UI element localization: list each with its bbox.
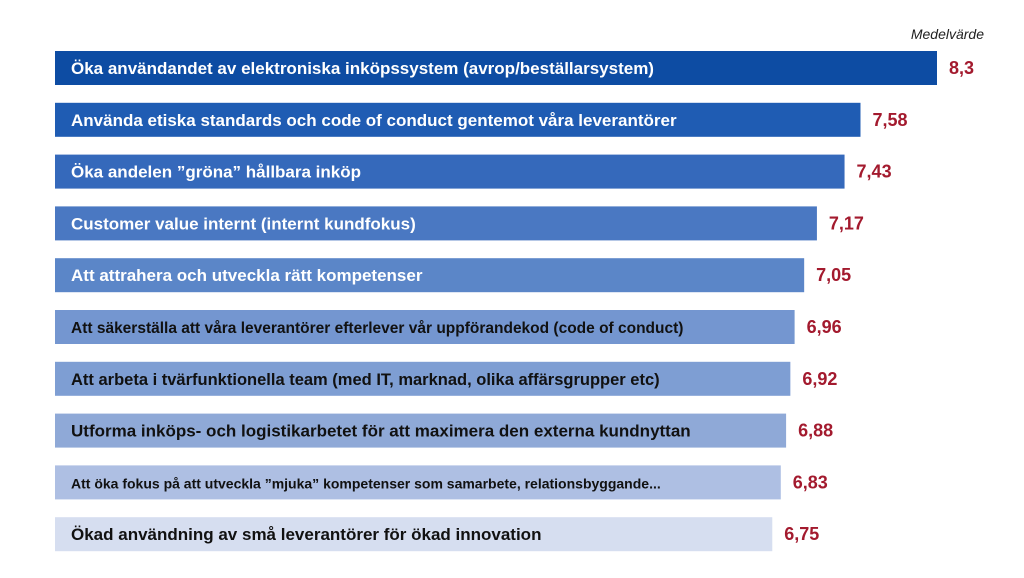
- category-label-1: Öka användandet av elektroniska inköpssystem (avrop/beställarsystem): [71, 59, 654, 78]
- value-label-5: 7,05: [816, 265, 852, 286]
- category-label-6: Att säkerställa att våra leverantörer efterlever vår uppförandekod (code of conduct): [71, 320, 684, 337]
- category-label-9: Att öka fokus på att utveckla ”mjuka” kompetenser som samarbete, relationsbyggande...: [71, 475, 661, 492]
- category-label-5: Att attrahera och utveckla rätt kompetenser: [71, 266, 423, 286]
- category-label-7: Att arbeta i tvärfunktionella team (med IT, marknad, olika affärsgrupper etc): [71, 370, 660, 389]
- value-label-3: 7,43: [856, 161, 892, 182]
- category-label-8: Utforma inköps- och logistikarbetet för att maximera den externa kundnyttan: [71, 421, 691, 441]
- value-label-2: 7,58: [872, 109, 908, 130]
- value-label-7: 6,92: [802, 368, 838, 389]
- value-label-9: 6,83: [792, 472, 828, 493]
- value-label-6: 6,96: [806, 317, 842, 337]
- value-label-10: 6,75: [784, 524, 820, 545]
- category-label-3: Öka andelen ”gröna” hållbara inköp: [71, 162, 362, 182]
- category-label-2: Använda etiska standards och code of conduct gentemot våra leverantörer: [71, 110, 677, 130]
- legend-label: Medelvärde: [910, 26, 984, 42]
- value-label-8: 6,88: [798, 420, 834, 441]
- value-label-4: 7,17: [828, 213, 864, 234]
- category-label-4: Customer value internt (internt kundfokus): [71, 214, 416, 234]
- category-label-10: Ökad användning av små leverantörer för ökad innovation: [71, 525, 542, 545]
- value-label-1: 8,3: [949, 58, 975, 78]
